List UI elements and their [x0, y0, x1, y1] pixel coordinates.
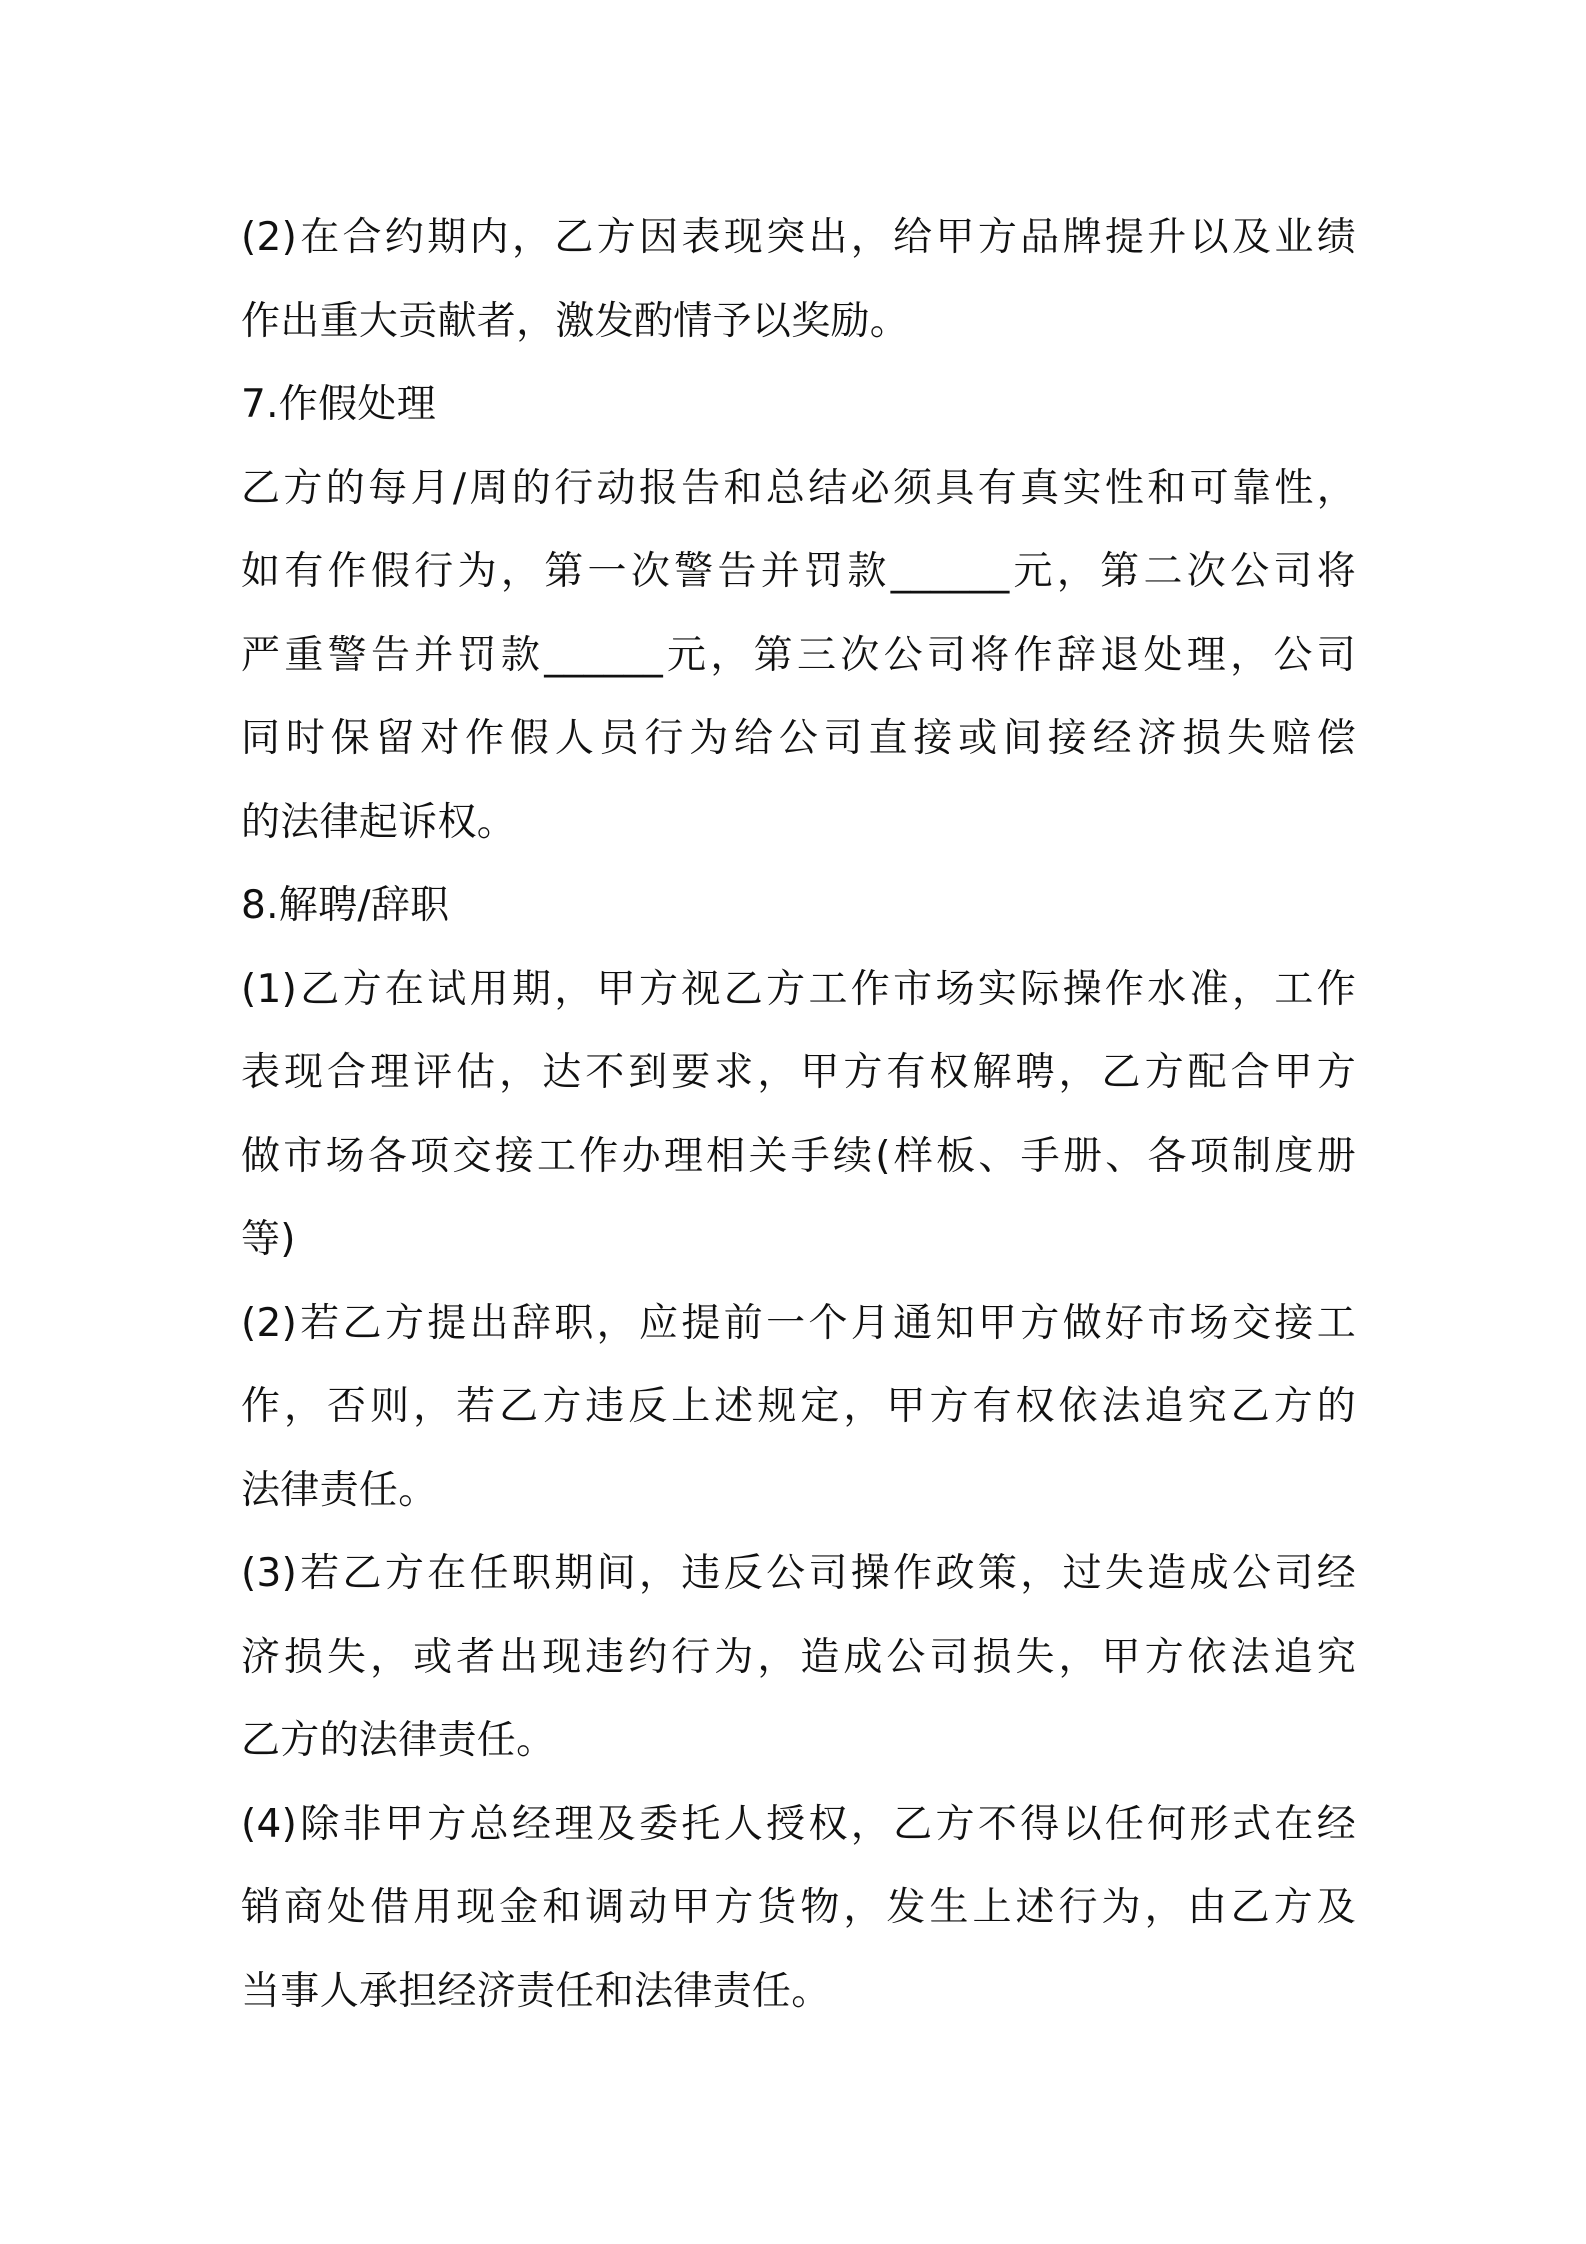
- falsification-line-5: 的法律起诉权。: [241, 799, 517, 845]
- falsification-line-1: 乙方的每月/周的行动报告和总结必须具有真实性和可靠性，: [241, 465, 1356, 511]
- clause-8-3-line-2: 济损失，或者出现违约行为，造成公司损失，甲方依法追究: [241, 1634, 1356, 1680]
- clause-8-1-line-1: (1)乙方在试用期，甲方视乙方工作市场实际操作水准，工作: [241, 966, 1356, 1012]
- clause-8-4-line-2: 销商处借用现金和调动甲方货物，发生上述行为，由乙方及: [241, 1885, 1356, 1930]
- falsification-line-2: 如有作假行为，第一次警告并罚款______元，第二次公司将: [241, 549, 1356, 594]
- clause-8-4-line-1: (4)除非甲方总经理及委托人授权，乙方不得以任何形式在经: [241, 1801, 1356, 1847]
- falsification-line-4: 同时保留对作假人员行为给公司直接或间接经济损失赔偿: [241, 716, 1356, 761]
- clause-8-1-line-4: 等): [241, 1217, 296, 1262]
- section-heading-dismissal-resignation: 8.解聘/辞职: [241, 883, 450, 928]
- clause-8-1-line-3: 做市场各项交接工作办理相关手续(样板、手册、各项制度册: [241, 1133, 1356, 1179]
- clause-8-3-line-1: (3)若乙方在任职期间，违反公司操作政策，过失造成公司经: [241, 1551, 1356, 1596]
- clause-8-1-line-2: 表现合理评估，达不到要求，甲方有权解聘，乙方配合甲方: [241, 1050, 1356, 1095]
- section-heading-falsification: 7.作假处理: [241, 382, 437, 427]
- clause-6-2-line-2: 作出重大贡献者，激发酌情予以奖励。: [241, 298, 910, 344]
- clause-6-2-line-1: (2)在合约期内，乙方因表现突出，给甲方品牌提升以及业绩: [241, 215, 1356, 260]
- clause-8-2-line-3: 法律责任。: [241, 1467, 438, 1513]
- falsification-line-3: 严重警告并罚款______元，第三次公司将作辞退处理，公司: [241, 632, 1356, 678]
- clause-8-2-line-1: (2)若乙方提出辞职，应提前一个月通知甲方做好市场交接工: [241, 1300, 1356, 1346]
- document-body: [241, 196, 1356, 2033]
- clause-8-3-line-3: 乙方的法律责任。: [241, 1718, 556, 1763]
- clause-8-4-line-3: 当事人承担经济责任和法律责任。: [241, 1968, 831, 2014]
- clause-8-2-line-2: 作，否则，若乙方违反上述规定，甲方有权依法追究乙方的: [241, 1384, 1356, 1429]
